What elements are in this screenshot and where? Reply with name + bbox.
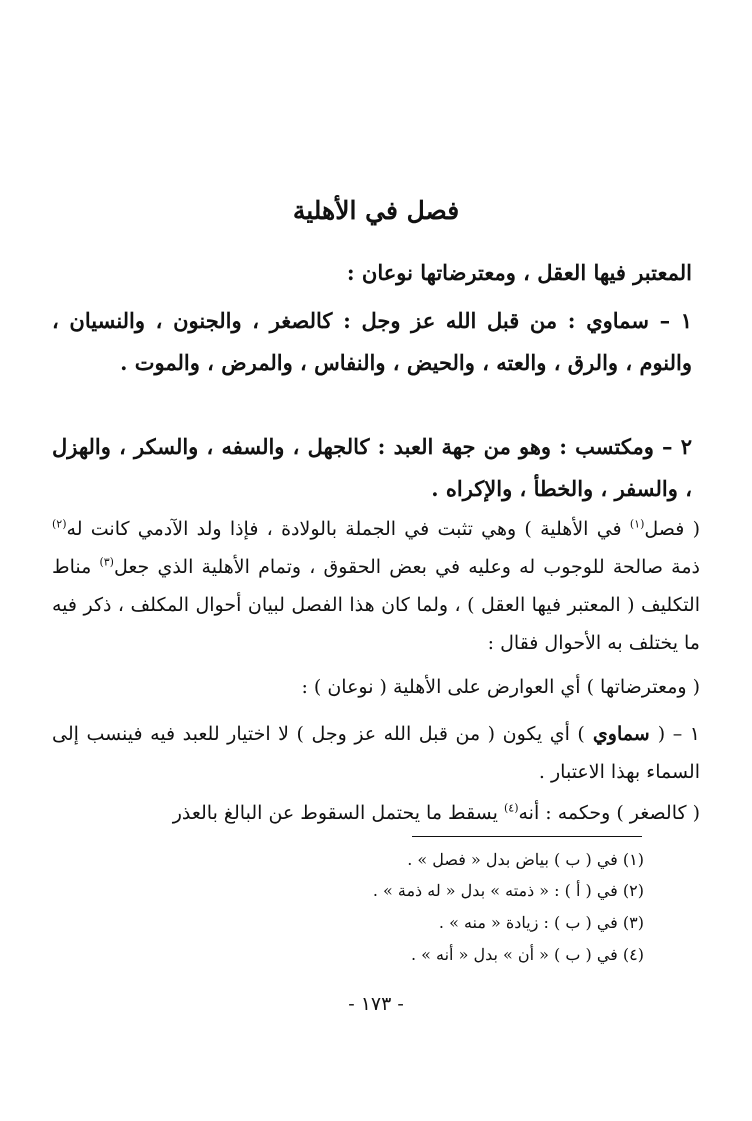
matn-item-2: ٢ – ومكتسب : وهو من جهة العبد : كالجهل ، والسفه ، والسكر ، والهزل ، والسفر ، والخطأ ، والإكراه . bbox=[52, 434, 692, 501]
commentary-paragraph-4: ( كالصغر ) وحكمه : أنه$^{(٤)}$ يسقط ما يحتمل السقوط عن البالغ بالعذر bbox=[172, 801, 700, 824]
footnote-ref-1: (١) bbox=[629, 517, 645, 531]
footnote-ref-2: (٢) bbox=[52, 517, 67, 531]
footnote-ref-3: (٣) bbox=[99, 555, 114, 569]
matn-item-1: ١ – سماوي : من قبل الله عز وجل : كالصغر ، والجنون ، والنسيان ، والنوم ، والرق ، والعته ، والحيض ، والنفاس ، والمرض ، والموت . bbox=[52, 308, 692, 375]
section-title: فصل في الأهلية bbox=[292, 196, 460, 225]
footnote-4: (٤) في ( ب ) « أن » بدل « أنه » . bbox=[410, 945, 644, 964]
footnote-ref-4: (٤) bbox=[503, 801, 519, 815]
footnote-1: (١) في ( ب ) بياض بدل « فصل » . bbox=[407, 850, 644, 869]
commentary-paragraph-3: ١ – ( سماوي ) أي يكون ( من قبل الله عز وجل ) لا اختيار للعبد فيه فينسب إلى السماء بهذا الاعتبار . bbox=[52, 723, 700, 783]
commentary-paragraph-2: ( ومعترضاتها ) أي العوارض على الأهلية ( نوعان ) : bbox=[301, 676, 700, 698]
footnote-2: (٢) في ( أ ) : « ذمته » بدل « له ذمة » . bbox=[372, 881, 644, 900]
footnote-divider bbox=[412, 836, 642, 837]
commentary-paragraph-1: ( فصل$^{(١)}$ في الأهلية ) وهي تثبت في الجملة بالولادة ، فإذا ولد الآدمي كانت له$^{(٢)}$ ذمة صالحة للوجوب له وعليه في بعض الحقوق ، وتمام الأهلية الذي جعل$^{(٣)}$ مناط التكليف ( المعتبر فيها العقل ) ، ولما كان هذا الفصل لبيان أحوال المكلف ، ذكر فيه ما يختلف به الأحوال فقال : bbox=[52, 517, 701, 654]
footnote-3: (٣) في ( ب ) : زيادة « منه » . bbox=[438, 913, 644, 932]
matn-intro: المعتبر فيها العقل ، ومعترضاتها نوعان : bbox=[346, 260, 692, 285]
page-number: - ١٧٣ - bbox=[348, 993, 404, 1015]
